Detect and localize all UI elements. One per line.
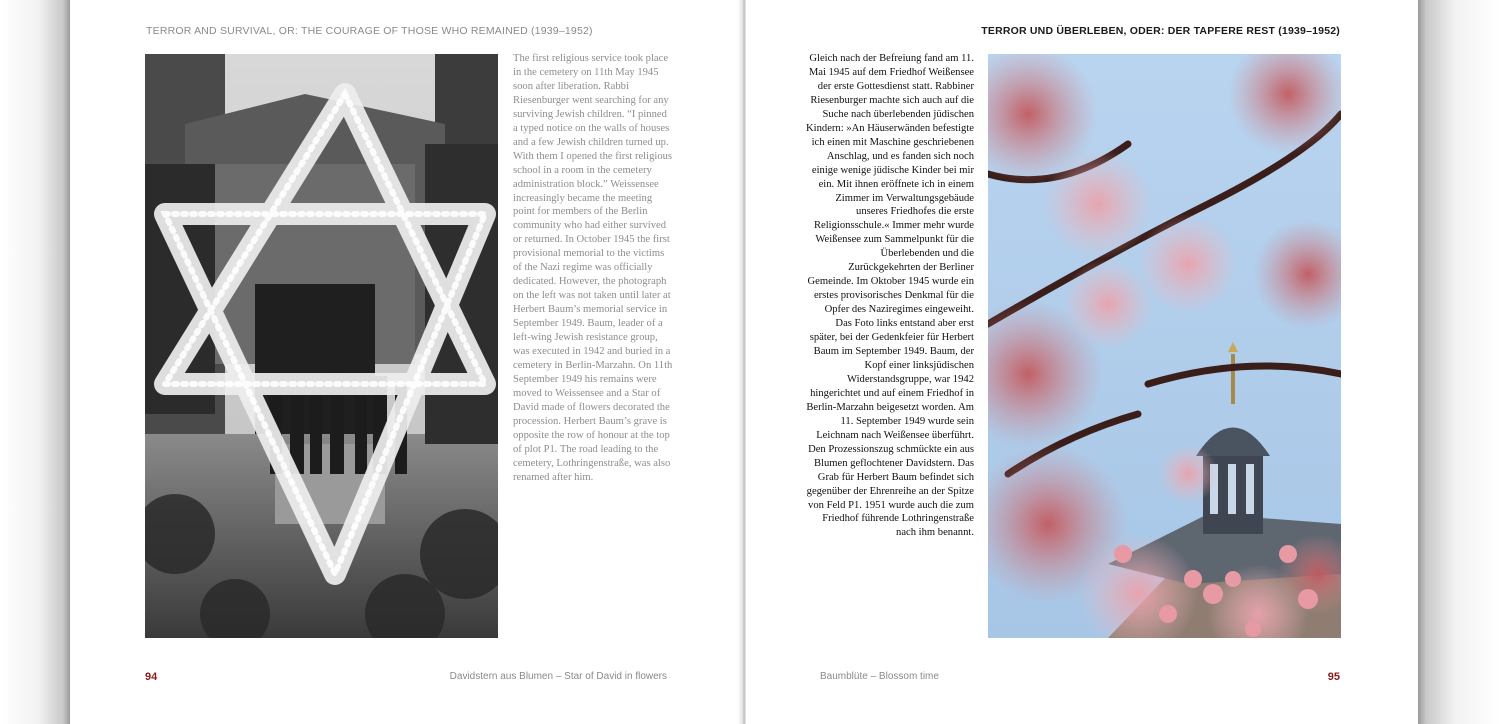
- caption-left: Davidstern aus Blumen – Star of David in flowers: [449, 671, 667, 682]
- running-head-left: TERROR AND SURVIVAL, OR: THE COURAGE OF THOSE WHO REMAINED (1939–1952): [146, 25, 593, 37]
- page-number-right: 95: [1327, 671, 1340, 683]
- body-text-german: Gleich nach der Befreiung fand am 11. Mai 1945 auf dem Friedhof Weißensee der erste Gottesdienst statt. Rabbiner Riesenburger machte sich auch auf die Suche nach überlebenden jüdischen Kindern: »An Häuserwänden befestigte ich einen mit Maschine geschriebenen Anschlag, und es fanden sich noch einige wenige jüdische Kinder bei mir ein. Mit ihnen eröffnete ich in einem Zimmer im Verwaltungsgebäude unseres Friedhofes die erste Religionsschule.« Immer mehr wurde Weißensee zum Sammelpunkt für die Überlebenden und die Zurückgekehrten der Berliner Gemeinde. Im Oktober 1945 wurde ein erstes provisorisches Denkmal für die Opfer des Naziregimes eingeweiht. Das Foto links entstand aber erst später, bei der Gedenkfeier für Herbert Baum im September 1949. Baum, der Kopf einer linksjüdischen Widerstandsgruppe, war 1942 hingerichtet und auf einem Friedhof in Berlin-Marzahn beigesetzt worden. Am 11. September 1949 wurde sein Leichnam nach Weißensee überführt. Den Prozessionszug schmückte ein aus Blumen geflochtener Davidstern. Das Grab für Herbert Baum befindet sich gegenüber der Ehrenreihe an der Spitze von Feld P1. 1951 wurde auch die zum Friedhof führende Lothringenstraße nach ihm benannt.: [806, 53, 974, 539]
- running-head-right: TERROR UND ÜBERLEBEN, ODER: DER TAPFERE REST (1939–1952): [981, 25, 1340, 37]
- star-of-david-photo: [145, 54, 498, 638]
- page-number-left: 94: [145, 671, 158, 683]
- caption-right: Baumblüte – Blossom time: [820, 671, 939, 682]
- left-page: [70, 0, 744, 724]
- spread-edge-right: [1418, 0, 1500, 724]
- body-text-english: The first religious service took place in the cemetery on 11th May 1945 soon after liberation. Rabbi Riesenburger went searching for any surviving Jewish children. “I pinned a typed notice on the walls of houses and a few Jewish children turned up. With them I opened the first religious school in a room in the cemetery administration block.” Weissensee increasingly became the meeting point for members of the Berlin community who had either survived or returned. In October 1945 the first provisional memorial to the victims of the Nazi regime was officially dedicated. However, the photograph on the left was not taken until later at Herbert Baum’s memorial service in September 1949. Baum, leader of a left-wing Jewish resistance group, was executed in 1942 and buried in a cemetery in Berlin-Marzahn. On 11th September 1949 his remains were moved to Weissensee and a Star of David made of flowers decorated the procession. Herbert Baum’s grave is opposite the row of honour at the top of plot P1. The road leading to the cemetery, Lothringenstraße, was also renamed after him.: [513, 53, 673, 483]
- right-page: [746, 0, 1418, 724]
- blossom-photo: [988, 54, 1341, 638]
- spread-edge-left: [0, 0, 70, 724]
